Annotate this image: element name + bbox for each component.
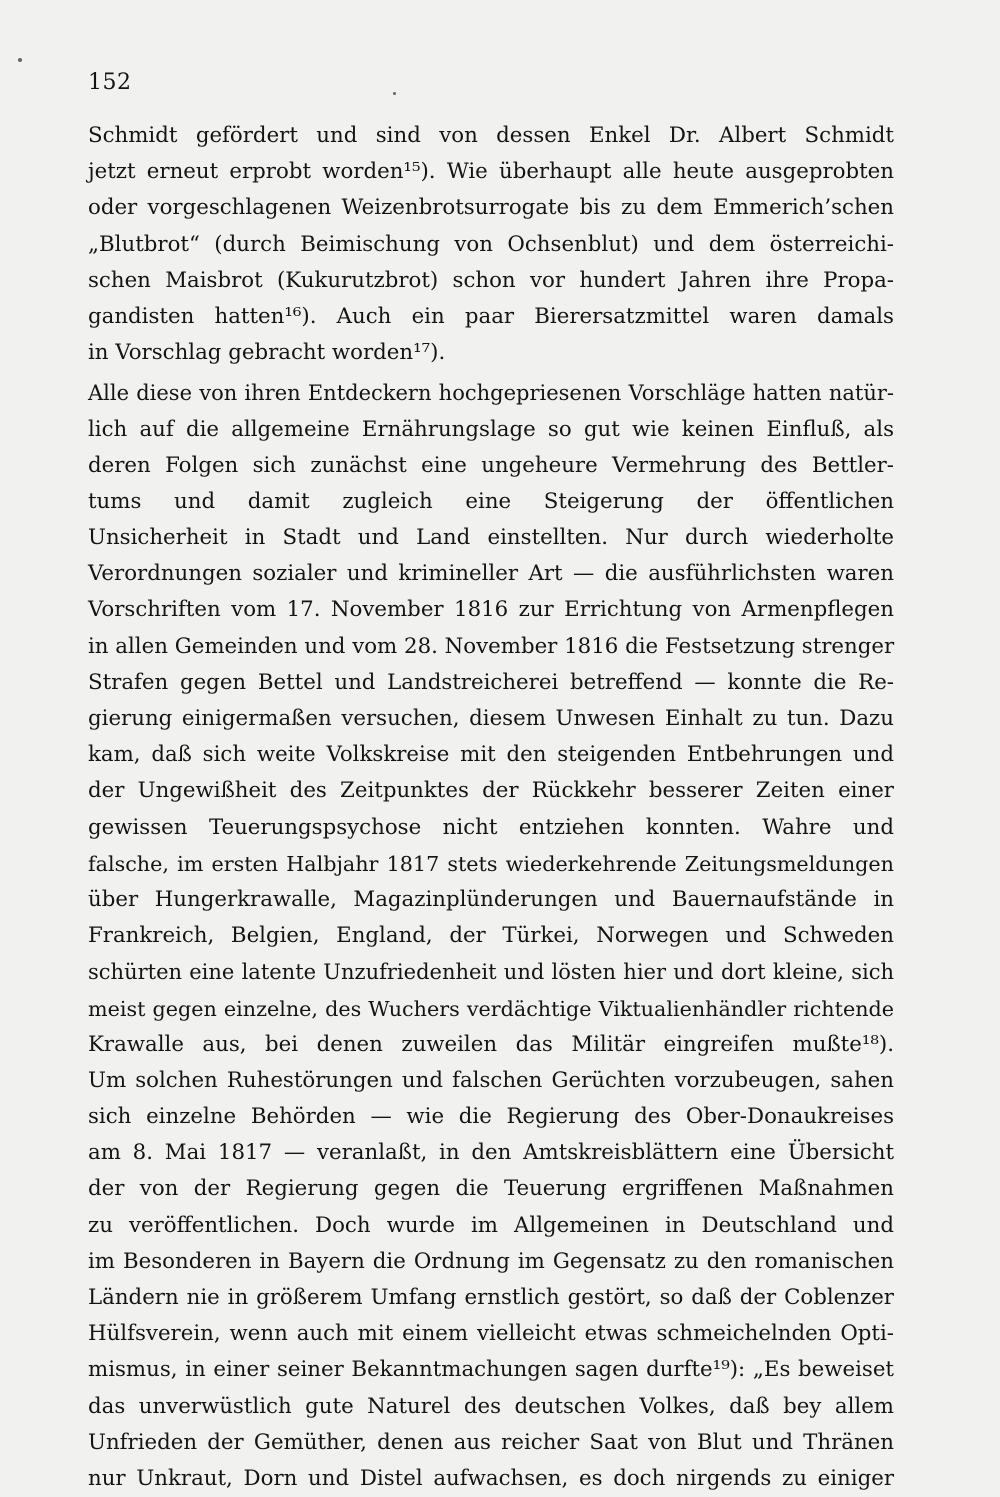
text-line: schen Maisbrot (Kukurutzbrot) schon vor hundert Jahren ihre Propa-: [88, 267, 894, 293]
text-line: schürten eine latente Unzufriedenheit und lösten hier und dort kleine, sich: [88, 960, 894, 985]
text-line: Frankreich, Belgien, England, der Türkei, Norwegen und Schweden: [88, 923, 894, 949]
text-line: Unfrieden der Gemüther, denen aus reicher Saat von Blut und Thränen: [88, 1429, 894, 1455]
text-line: in Vorschlag gebracht worden¹⁷).: [88, 340, 446, 366]
text-line: Hülfsverein, wenn auch mit einem vielleicht etwas schmeichelnden Opti-: [88, 1321, 894, 1347]
text-line: das unverwüstlich gute Naturel des deutschen Volkes, daß bey allem: [88, 1393, 894, 1419]
paragraph: [88, 375, 894, 1497]
text-line: gandisten hatten¹⁶). Auch ein paar Bierersatzmittel waren damals: [88, 303, 894, 329]
text-line: Vorschriften vom 17. November 1816 zur Errichtung von Armenpflegen: [88, 597, 894, 623]
text-line: Krawalle aus, bei denen zuweilen das Militär eingreifen mußte¹⁸).: [88, 1031, 894, 1057]
text-line: am 8. Mai 1817 — veranlaßt, in den Amtskreisblättern eine Übersicht: [88, 1140, 894, 1166]
paper-speck: [393, 92, 396, 95]
text-line: gewissen Teuerungspsychose nicht entziehen konnten. Wahre und: [88, 814, 894, 840]
text-line: „Blutbrot“ (durch Beimischung von Ochsenblut) und dem österreichi-: [88, 231, 894, 257]
text-line: Strafen gegen Bettel und Landstreicherei betreffend — konnte die Re-: [88, 669, 894, 695]
text-line: jetzt erneut erprobt worden¹⁵). Wie überhaupt alle heute ausgeprobten: [88, 159, 894, 185]
paper-speck: [18, 58, 22, 62]
text-line: der Ungewißheit des Zeitpunktes der Rückkehr besserer Zeiten einer: [88, 778, 894, 804]
text-line: Ländern nie in größerem Umfang ernstlich gestört, so daß der Coblenzer: [88, 1285, 894, 1310]
text-line: falsche, im ersten Halbjahr 1817 stets wiederkehrende Zeitungsmeldungen: [88, 851, 894, 876]
text-line: tums und damit zugleich eine Steigerung der öffentlichen: [88, 488, 894, 514]
text-line: in allen Gemeinden und vom 28. November 1816 die Festsetzung strenger: [88, 633, 895, 659]
text-line: Um solchen Ruhestörungen und falschen Gerüchten vorzubeugen, sahen: [88, 1067, 894, 1093]
text-line: oder vorgeschlagenen Weizenbrotsurrogate bis zu dem Emmerich’schen: [88, 195, 894, 221]
text-line: Schmidt gefördert und sind von dessen Enkel Dr. Albert Schmidt: [88, 123, 894, 148]
text-line: meist gegen einzelne, des Wuchers verdächtige Viktualienhändler richtende: [88, 996, 894, 1021]
text-line: deren Folgen sich zunächst eine ungeheure Vermehrung des Bettler-: [88, 452, 894, 478]
page-number: 152: [88, 70, 132, 95]
text-line: zu veröffentlichen. Doch wurde im Allgemeinen in Deutschland und: [88, 1212, 894, 1238]
text-line: der von der Regierung gegen die Teuerung ergriffenen Maßnahmen: [88, 1176, 894, 1202]
text-line: Alle diese von ihren Entdeckern hochgepriesenen Vorschläge hatten natür-: [88, 381, 894, 406]
text-line: sich einzelne Behörden — wie die Regierung des Ober-Donaukreises: [88, 1104, 894, 1130]
text-line: Unsicherheit in Stadt und Land einstellten. Nur durch wiederholte: [88, 525, 894, 551]
text-line: lich auf die allgemeine Ernährungslage so gut wie keinen Einfluß, als: [88, 416, 894, 442]
text-line: gierung einigermaßen versuchen, diesem Unwesen Einhalt zu tun. Dazu: [88, 706, 894, 731]
paragraph: [88, 118, 894, 371]
text-line: im Besonderen in Bayern die Ordnung im Gegensatz zu den romanischen: [88, 1248, 894, 1274]
text-line: nur Unkraut, Dorn und Distel aufwachsen, es doch nirgends zu einiger: [88, 1465, 894, 1491]
text-line: mismus, in einer seiner Bekanntmachungen sagen durfte¹⁹): „Es beweiset: [88, 1357, 894, 1383]
text-line: kam, daß sich weite Volkskreise mit den steigenden Entbehrungen und: [88, 742, 894, 768]
text-line: Verordnungen sozialer und krimineller Art — die ausführlichsten waren: [88, 561, 894, 587]
text-line: über Hungerkrawalle, Magazinplünderungen und Bauernaufstände in: [88, 886, 894, 912]
body-text: [88, 118, 894, 1497]
